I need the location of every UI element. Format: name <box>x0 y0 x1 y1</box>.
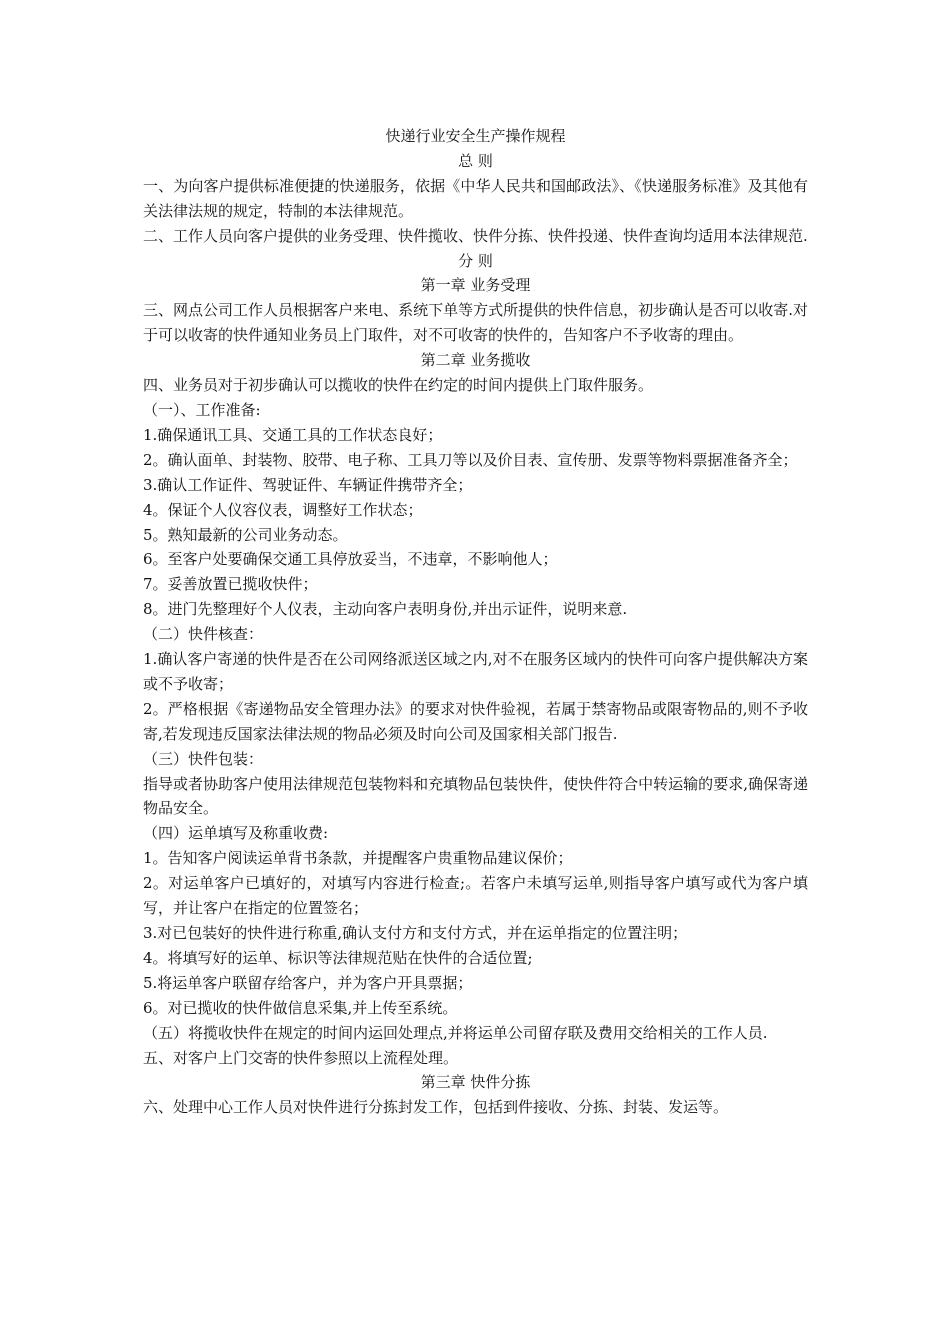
paragraph: 6。对已揽收的快件做信息采集,并上传至系统。 <box>143 998 458 1017</box>
document-title: 快递行业安全生产操作规程 <box>385 127 566 145</box>
paragraph: 4。保证个人仪容仪表，调整好工作状态； <box>143 500 423 519</box>
paragraph: （一）、工作准备: <box>143 400 261 419</box>
paragraph: 四、业务员对于初步确认可以揽收的快件在约定的时间内提供上门取件服务。 <box>143 376 654 395</box>
paragraph: 一、为向客户提供标准便捷的快递服务，依据《中华人民共和国邮政法》、《快递服务标准》及其他有关法律法规的规定，特制的本法律规范。 <box>143 176 808 220</box>
paragraph: （四）运单填写及称重收费: <box>143 824 329 843</box>
paragraph: 5。熟知最新的公司业务动态。 <box>143 525 348 544</box>
paragraph: 指导或者协助客户使用法律规范包装物料和充填物品包装快件，使快件符合中转运输的要求,确保寄递物品安全。 <box>143 774 808 818</box>
paragraph: 五、对客户上门交寄的快件参照以上流程处理。 <box>143 1048 459 1067</box>
paragraph: 3.确认工作证件、驾驶证件、车辆证件携带齐全； <box>143 475 473 494</box>
chapter-heading: 第一章 业务受理 <box>420 276 531 295</box>
paragraph: （二）快件核查： <box>143 625 264 644</box>
paragraph: 5.将运单客户联留存给客户，并为客户开具票据； <box>143 973 473 992</box>
general-heading: 总 则 <box>458 151 493 170</box>
paragraph: 2。对运单客户已填好的，对填写内容进行检查;。若客户未填写运单,则指导客户填写或代为客户填写，并让客户在指定的位置签名； <box>143 874 808 918</box>
paragraph: 二、工作人员向客户提供的业务受理、快件揽收、快件分拣、快件投递、快件查询均适用本法律规范. <box>143 226 808 245</box>
paragraph: 3.对已包装好的快件进行称重,确认支付方和支付方式，并在运单指定的位置注明； <box>143 924 688 942</box>
paragraph: 三、网点公司工作人员根据客户来电、系统下单等方式所提供的快件信息，初步确认是否可以收寄.对于可以收寄的快件通知业务员上门取件，对不可收寄的快件的，告知客户不予收寄的理由。 <box>143 301 808 345</box>
paragraph: 1。告知客户阅读运单背书条款，并提醒客户贵重物品建议保价； <box>143 849 573 868</box>
chapter-heading: 第二章 业务揽收 <box>420 351 531 370</box>
paragraph: 1.确认客户寄递的快件是否在公司网络派送区域之内,对不在服务区域内的快件可向客户提供解决方案或不予收寄； <box>143 650 808 693</box>
paragraph: 1.确保通讯工具、交通工具的工作状态良好； <box>143 425 443 444</box>
paragraph: 2。严格根据《寄递物品安全管理办法》的要求对快件验视，若属于禁寄物品或限寄物品的,则不予收寄,若发现违反国家法律法规的物品必须及时向公司及国家相关部门报告. <box>143 699 808 743</box>
paragraph: 8。进门先整理好个人仪表，主动向客户表明身份,并出示证件，说明来意. <box>143 600 628 619</box>
paragraph: 7。妥善放置已揽收快件； <box>143 575 318 594</box>
paragraph: 6。至客户处要确保交通工具停放妥当，不违章，不影响他人； <box>143 550 558 569</box>
chapter-heading: 第三章 快件分拣 <box>420 1073 531 1092</box>
document-body <box>143 124 808 1120</box>
paragraph: 六、处理中心工作人员对快件进行分拣封发工作，包括到件接收、分拣、封装、发运等。 <box>143 1098 729 1117</box>
paragraph: （五）将揽收快件在规定的时间内运回处理点,并将运单公司留存联及费用交给相关的工作人员. <box>143 1023 768 1042</box>
paragraph: 2。确认面单、封装物、胶带、电子称、工具刀等以及价目表、宣传册、发票等物料票据准备齐全； <box>143 450 798 469</box>
paragraph: （三）快件包装： <box>143 749 264 768</box>
paragraph: 4。将填写好的运单、标识等法律规范贴在快件的合适位置; <box>143 948 533 967</box>
detail-heading: 分 则 <box>458 251 493 270</box>
